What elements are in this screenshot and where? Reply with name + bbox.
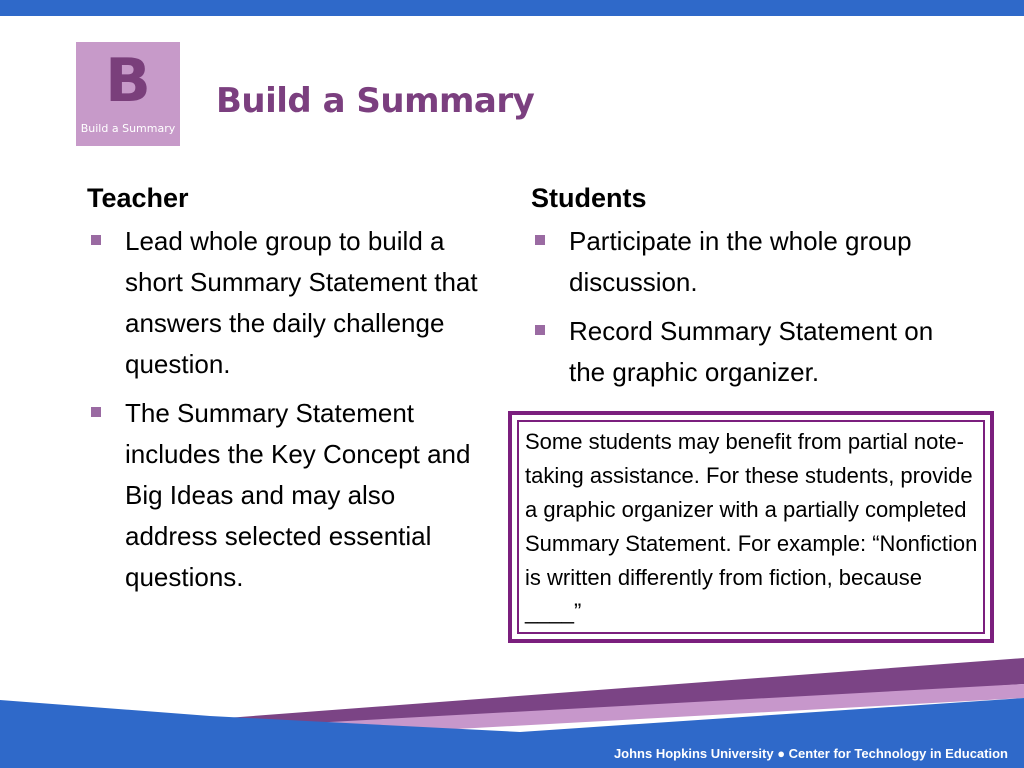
logo-caption: Build a Summary bbox=[80, 122, 176, 135]
list-item bbox=[531, 221, 961, 303]
list-item bbox=[87, 393, 487, 598]
teacher-bullet-list bbox=[87, 221, 487, 598]
square-bullet-icon bbox=[535, 235, 545, 245]
teacher-heading: Teacher bbox=[87, 183, 189, 213]
bullet-text: Record Summary Statement on the graphic organizer. bbox=[569, 316, 934, 387]
bullet-text: Lead whole group to build a short Summary Statement that answers the daily challenge question. bbox=[125, 226, 478, 379]
square-bullet-icon bbox=[91, 235, 101, 245]
bullet-text: Participate in the whole group discussion. bbox=[569, 226, 912, 297]
section-logo bbox=[76, 42, 180, 146]
bullet-text: The Summary Statement includes the Key Concept and Big Ideas and may also address selected essential questions. bbox=[125, 398, 471, 592]
square-bullet-icon bbox=[91, 407, 101, 417]
square-bullet-icon bbox=[535, 325, 545, 335]
note-box bbox=[508, 411, 994, 643]
footer-text: Johns Hopkins University ● Center for Technology in Education bbox=[613, 746, 1008, 761]
students-heading: Students bbox=[531, 183, 647, 213]
logo-letter: B bbox=[105, 46, 151, 116]
note-text: Some students may benefit from partial note-taking assistance. For these students, provide a graphic organizer with a partially completed Summary Statement. For example: “Nonfiction is written differently from fiction, because ____” bbox=[525, 429, 978, 624]
top-bar bbox=[0, 0, 1024, 16]
list-item bbox=[87, 221, 487, 385]
list-item bbox=[531, 311, 961, 393]
students-bullet-list bbox=[531, 221, 961, 393]
slide-title: Build a Summary bbox=[216, 81, 535, 121]
teacher-column bbox=[87, 177, 487, 606]
students-column bbox=[531, 177, 961, 401]
